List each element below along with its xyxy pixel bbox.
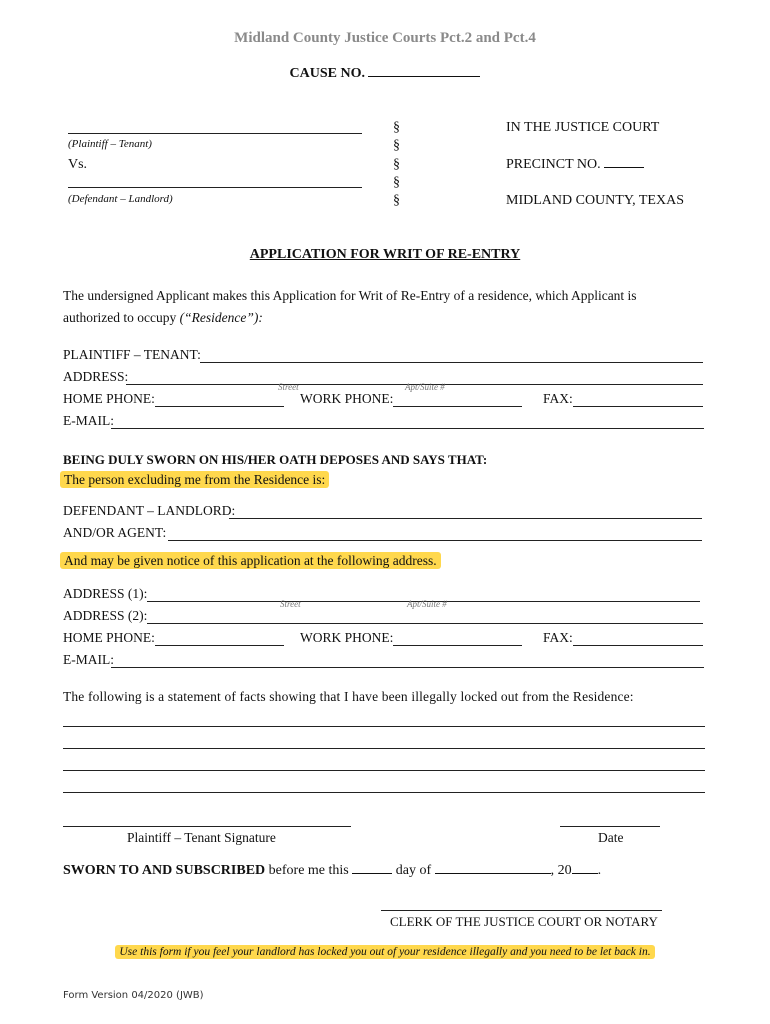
sworn-heading: BEING DULY SWORN ON HIS/HER OATH DEPOSES AND SAYS THAT: <box>63 452 488 467</box>
plaintiff-tenant-label: PLAINTIFF – TENANT: <box>63 347 201 362</box>
highlight-text: And may be given notice of this application at the following address. <box>60 552 441 569</box>
agent-field[interactable] <box>168 540 702 541</box>
section-symbol: § <box>393 175 400 190</box>
precinct-label: PRECINCT NO. <box>506 157 601 172</box>
apt-hint: Apt/Suite # <box>407 599 447 609</box>
address-2-label: ADDRESS (2): <box>63 608 148 623</box>
precinct-line <box>506 157 644 173</box>
signature-label: Plaintiff – Tenant Signature <box>127 830 276 845</box>
oath-day-field[interactable] <box>352 873 392 874</box>
defendant-fax-label: FAX: <box>543 630 573 645</box>
defendant-fax-field[interactable] <box>573 645 703 646</box>
defendant-landlord-label: DEFENDANT – LANDLORD: <box>63 503 236 518</box>
intro-line-2-text: authorized to occupy <box>63 310 180 325</box>
facts-line[interactable] <box>63 726 705 727</box>
apt-hint: Apt/Suite # <box>405 382 445 392</box>
facts-label: The following is a statement of facts showing that I have been illegally locked out from the Residence: <box>63 689 634 704</box>
defendant-email-label: E-MAIL: <box>63 652 114 667</box>
oath-text-1: before me this <box>265 863 353 878</box>
oath-month-field[interactable] <box>435 873 551 874</box>
defendant-email-field[interactable] <box>111 667 704 668</box>
cause-number <box>0 66 770 82</box>
section-symbol: § <box>393 193 400 208</box>
plaintiff-tenant-field[interactable] <box>200 362 703 363</box>
plaintiff-email-label: E-MAIL: <box>63 413 114 428</box>
highlight-notice-address <box>60 553 441 569</box>
plaintiff-label: (Plaintiff – Tenant) <box>68 138 152 150</box>
agent-label: AND/OR AGENT: <box>63 525 167 540</box>
plaintiff-home-phone-field[interactable] <box>155 406 284 407</box>
defendant-work-phone-label: WORK PHONE: <box>300 630 394 645</box>
intro-line-2 <box>63 310 263 326</box>
plaintiff-address-label: ADDRESS: <box>63 369 129 384</box>
residence-term: (“Residence”): <box>179 310 263 325</box>
intro-line-1: The undersigned Applicant makes this Application for Writ of Re-Entry of a residence, which Applicant is <box>63 288 637 303</box>
defendant-home-phone-field[interactable] <box>155 645 284 646</box>
facts-line[interactable] <box>63 748 705 749</box>
cause-number-field[interactable] <box>368 76 480 77</box>
plaintiff-fax-field[interactable] <box>573 406 703 407</box>
section-symbol: § <box>393 120 400 135</box>
cause-label: CAUSE NO. <box>289 66 365 81</box>
defendant-work-phone-field[interactable] <box>393 645 522 646</box>
clerk-label: CLERK OF THE JUSTICE COURT OR NOTARY <box>390 914 658 929</box>
form-version: Form Version 04/2020 (JWB) <box>63 990 204 1001</box>
defendant-label: (Defendant – Landlord) <box>68 193 173 205</box>
address-2-field[interactable] <box>147 623 703 624</box>
plaintiff-home-phone-label: HOME PHONE: <box>63 391 155 406</box>
signature-line[interactable] <box>63 826 351 827</box>
plaintiff-work-phone-field[interactable] <box>393 406 522 407</box>
date-line[interactable] <box>560 826 660 827</box>
court-header: Midland County Justice Courts Pct.2 and Pct.4 <box>234 30 536 46</box>
defendant-home-phone-label: HOME PHONE: <box>63 630 155 645</box>
facts-line[interactable] <box>63 792 705 793</box>
versus-label: Vs. <box>68 157 88 172</box>
oath-year-field[interactable] <box>572 873 598 874</box>
defendant-landlord-field[interactable] <box>229 518 702 519</box>
plaintiff-work-phone-label: WORK PHONE: <box>300 391 394 406</box>
court-line-3: MIDLAND COUNTY, TEXAS <box>506 193 684 208</box>
form-title: APPLICATION FOR WRIT OF RE-ENTRY <box>249 247 521 262</box>
usage-note-text: Use this form if you feel your landlord has locked you out of your residence illegally and you need to be let back in. <box>115 945 654 959</box>
clerk-signature-line[interactable] <box>381 910 662 911</box>
usage-note <box>0 946 770 958</box>
oath-text-2: day of <box>392 863 435 878</box>
precinct-field[interactable] <box>604 167 644 168</box>
plaintiff-email-field[interactable] <box>111 428 704 429</box>
section-symbol: § <box>393 138 400 153</box>
plaintiff-fax-label: FAX: <box>543 391 573 406</box>
street-hint: Street <box>278 382 299 392</box>
highlight-excluding-person <box>60 472 329 488</box>
address-1-label: ADDRESS (1): <box>63 586 148 601</box>
date-label: Date <box>598 830 624 845</box>
oath-text-4: . <box>597 863 602 878</box>
section-symbol: § <box>393 157 400 172</box>
plaintiff-name-line[interactable] <box>68 133 362 134</box>
court-line-1: IN THE JUSTICE COURT <box>506 120 660 135</box>
defendant-name-line[interactable] <box>68 187 362 188</box>
oath-line <box>63 863 601 879</box>
oath-text-3: , 20 <box>550 863 572 878</box>
street-hint: Street <box>280 599 301 609</box>
highlight-text: The person excluding me from the Residence is: <box>60 471 329 488</box>
facts-line[interactable] <box>63 770 705 771</box>
oath-bold: SWORN TO AND SUBSCRIBED <box>63 863 266 878</box>
